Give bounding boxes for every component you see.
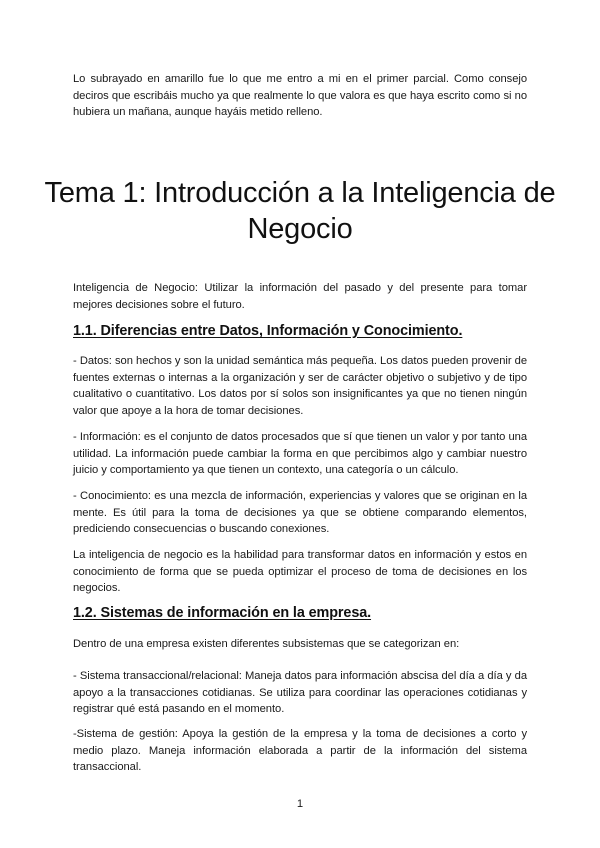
paragraph-conocimiento: - Conocimiento: es una mezcla de información, experiencias y valores que se originan en la mente. Es útil para la toma de decisiones ya que se obtiene comparando elementos, prediciendo consecuencias o buscando conexiones. [73, 490, 527, 536]
paragraph-inteligencia-negocio: La inteligencia de negocio es la habilidad para transformar datos en información y estos en conocimiento de forma que se pueda optimizar el proceso de toma de decisiones en los negocios. [73, 549, 527, 595]
page-number: 1 [296, 798, 304, 810]
intro-note: Lo subrayado en amarillo fue lo que me entro a mi en el primer parcial. Como consejo deciros que escribáis mucho ya que realmente lo que valora es que haya escrito como si no hubiera un mañana, aunque hayáis metido relleno. [73, 73, 527, 119]
section-heading-1-2: 1.2. Sistemas de información en la empresa. [73, 605, 372, 621]
definition-paragraph: Inteligencia de Negocio: Utilizar la información del pasado y del presente para tomar mejores decisiones sobre el futuro. [73, 282, 527, 311]
paragraph-datos: - Datos: son hechos y son la unidad semántica más pequeña. Los datos pueden provenir de fuentes externas o internas a la organización y ser de carácter objetivo o subjetivo y de tipo cualitativo o cuantitativo. Los datos por sí solos son insignificantes ya que no tienen ningún valor que apoye a la hora de tomar decisiones. [73, 355, 527, 417]
paragraph-sistema-gestion: -Sistema de gestión: Apoya la gestión de la empresa y la toma de decisiones a corto y medio plazo. Maneja información elaborada a partir de la información del sistema transaccional. [73, 728, 527, 774]
section-heading-1-1: 1.1. Diferencias entre Datos, Información y Conocimiento. [73, 323, 463, 339]
paragraph-subsistemas-intro: Dentro de una empresa existen diferentes subsistemas que se categorizan en: [73, 638, 460, 650]
paragraph-informacion: - Información: es el conjunto de datos procesados que sí que tienen un valor y por tanto una utilidad. La información puede cambiar la forma en que percibimos algo y cambiar nuestro juicio y comportamiento ya que tienen un contexto, una categoría o un cálculo. [73, 431, 527, 477]
paragraph-sistema-transaccional: - Sistema transaccional/relacional: Maneja datos para información abscisa del día a día y da apoyo a la transacciones cotidianas. Se utiliza para coordinar las operaciones cotidianas y registrar qué está pasando en el momento. [73, 670, 527, 716]
page-title: Tema 1: Introducción a la Inteligencia de Negocio [44, 177, 556, 245]
